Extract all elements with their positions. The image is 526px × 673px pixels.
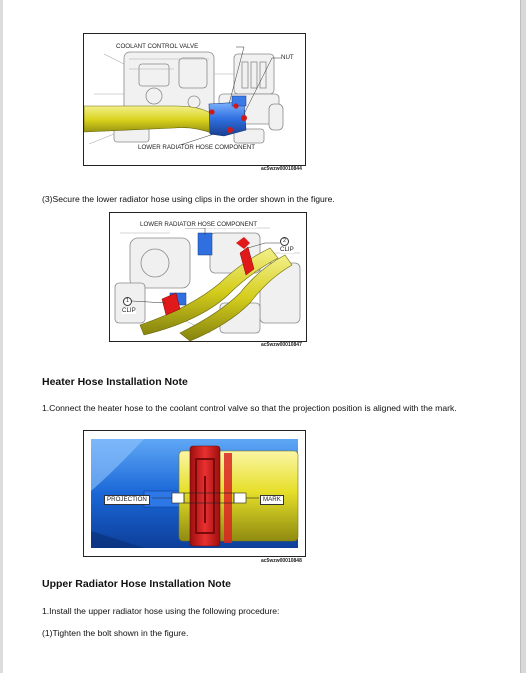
label-coolant-control-valve: COOLANT CONTROL VALVE	[116, 43, 199, 50]
figure-3-illustration	[84, 431, 305, 556]
clip-1-number: 1	[123, 297, 132, 306]
figure-coolant-control-valve	[83, 33, 306, 166]
figure-2-code: ac5wzw00010847	[261, 342, 302, 348]
heater-hose-heading: Heater Hose Installation Note	[42, 376, 188, 388]
figure-lower-radiator-hose-clips	[109, 212, 307, 342]
upper-step-1-text: 1.Install the upper radiator hose using the following procedure:	[42, 606, 280, 616]
label-projection: PROJECTION	[104, 495, 150, 505]
page-left-edge	[0, 0, 3, 673]
figure-3-code: ac5wzw00010848	[261, 558, 302, 564]
label-mark: MARK	[260, 495, 284, 505]
label-lower-radiator-hose-component: LOWER RADIATOR HOSE COMPONENT	[140, 221, 257, 228]
scrollbar[interactable]	[520, 0, 526, 673]
clip-1-label: CLIP	[122, 307, 136, 314]
step-3-text: (3)Secure the lower radiator hose using clips in the order shown in the figure.	[42, 194, 335, 204]
figure-2-illustration	[110, 213, 306, 341]
clip-2-number: 2	[280, 237, 289, 246]
upper-radiator-hose-heading: Upper Radiator Hose Installation Note	[42, 578, 232, 590]
heater-step-1-text: 1.Connect the heater hose to the coolant control valve so that the projection position is aligned with the mark.	[42, 403, 457, 413]
figure-heater-hose-projection	[83, 430, 306, 557]
upper-step-1-1-text: (1)Tighten the bolt shown in the figure.	[42, 628, 189, 638]
label-nut: NUT	[281, 54, 294, 61]
figure-1-code: ac5wzw00010844	[261, 166, 302, 172]
label-lower-radiator-hose-component: LOWER RADIATOR HOSE COMPONENT	[138, 144, 255, 151]
clip-2-label: CLIP	[280, 246, 294, 253]
